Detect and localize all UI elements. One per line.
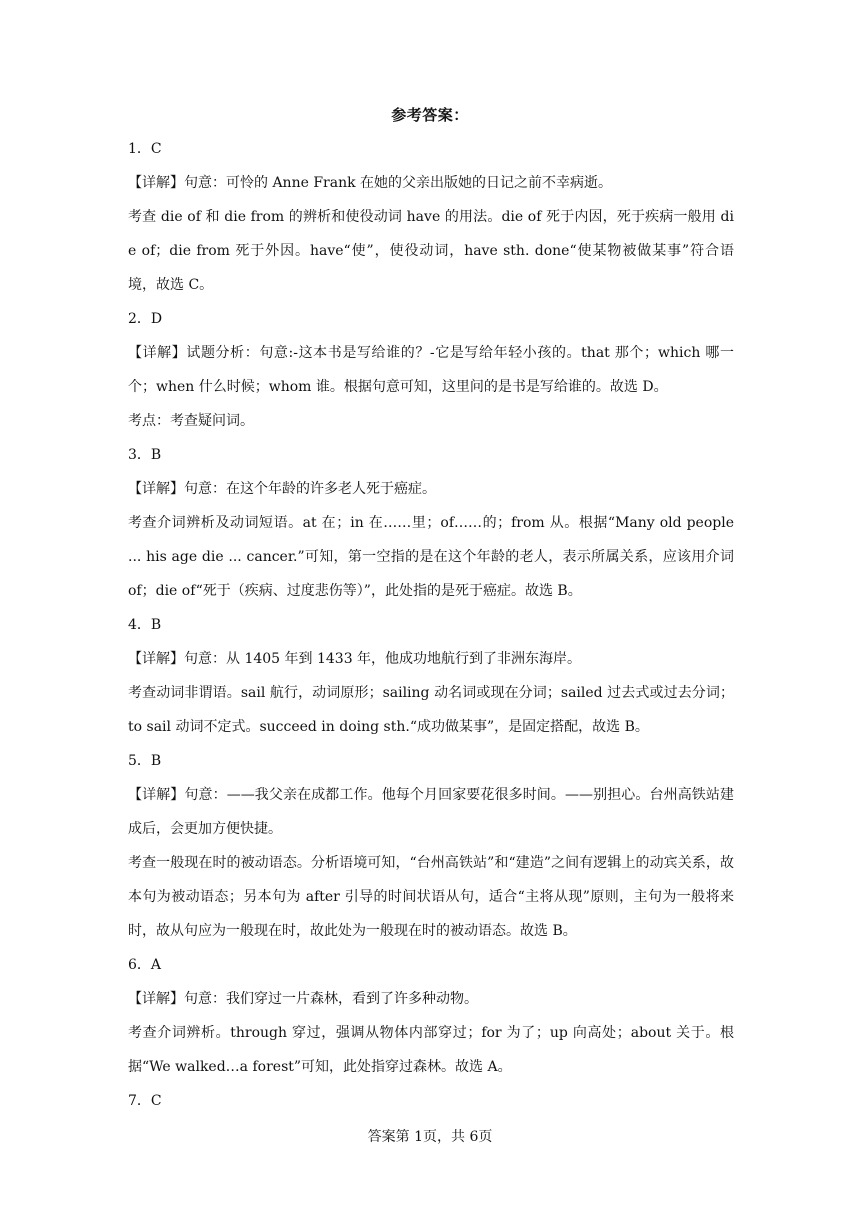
explanation-paragraph: 考查 die of 和 die from 的辨析和使役动词 have 的用法。die of 死于内因，死于疾病一般用 die of；die from 死于外因。have“使”，使役动词，have sth. done“使某物被做某事”符合语境，故选 C。 bbox=[128, 209, 734, 293]
explanation-paragraph: 【详解】句意：在这个年龄的许多老人死于癌症。 bbox=[128, 481, 436, 497]
explanation-paragraph: 【详解】试题分析：句意:-这本书是写给谁的？-它是写给年轻小孩的。that 那个；which 哪一个；when 什么时候；whom 谁。根据句意可知，这里问的是书是写给谁的。故选 D。 bbox=[128, 345, 734, 395]
explanation-paragraph: 考查一般现在时的被动语态。分析语境可知，“台州高铁站”和“建造”之间有逻辑上的动宾关系，故本句为被动语态；另本句为 after 引导的时间状语从句，适合“主将从现”原则，主句为一般将来时，故从句应为一般现在时，故此处为一般现在时的被动语态。故选 B。 bbox=[128, 855, 734, 939]
answer-number: 4．B bbox=[128, 617, 162, 633]
explanation-paragraph: 【详解】句意：可怜的 Anne Frank 在她的父亲出版她的日记之前不幸病逝。 bbox=[128, 175, 613, 191]
page-title: 参考答案： bbox=[391, 106, 469, 124]
answer-content bbox=[128, 132, 734, 1118]
explanation-paragraph: 【详解】句意：我们穿过一片森林，看到了许多种动物。 bbox=[128, 991, 478, 1007]
explanation-paragraph: 【详解】句意：——我父亲在成都工作。他每个月回家要花很多时间。——别担心。台州高铁站建成后，会更加方便快捷。 bbox=[128, 787, 734, 837]
explanation-paragraph: 考查动词非谓语。sail 航行，动词原形；sailing 动名词或现在分词；sailed 过去式或过去分词；to sail 动词不定式。succeed in doing sth.“成功做某事”，是固定搭配，故选 B。 bbox=[128, 685, 734, 735]
explanation-paragraph: 考查介词辨析。through 穿过，强调从物体内部穿过；for 为了；up 向高处；about 关于。根据“We walked…a forest”可知，此处指穿过森林。故选 A。 bbox=[128, 1025, 734, 1075]
explanation-paragraph: 【详解】句意：从 1405 年到 1433 年，他成功地航行到了非洲东海岸。 bbox=[128, 651, 582, 667]
answer-number: 1．C bbox=[128, 141, 162, 157]
page-footer: 答案第 1页，共 6页 bbox=[367, 1129, 493, 1145]
answer-number: 2．D bbox=[128, 311, 163, 327]
answer-number: 5．B bbox=[128, 753, 162, 769]
answer-number: 3．B bbox=[128, 447, 162, 463]
explanation-paragraph: 考点：考查疑问词。 bbox=[128, 413, 254, 429]
explanation-paragraph: 考查介词辨析及动词短语。at 在；in 在……里；of……的；from 从。根据“Many old people ... his age die ... cancer.”可知，第一空指的是在这个年龄的老人，表示所属关系，应该用介词 of；die of“死于（疾病、过度悲伤等）”，此处指的是死于癌症。故选 B。 bbox=[128, 515, 734, 599]
answer-number: 7．C bbox=[128, 1093, 162, 1109]
answer-number: 6．A bbox=[128, 957, 162, 973]
